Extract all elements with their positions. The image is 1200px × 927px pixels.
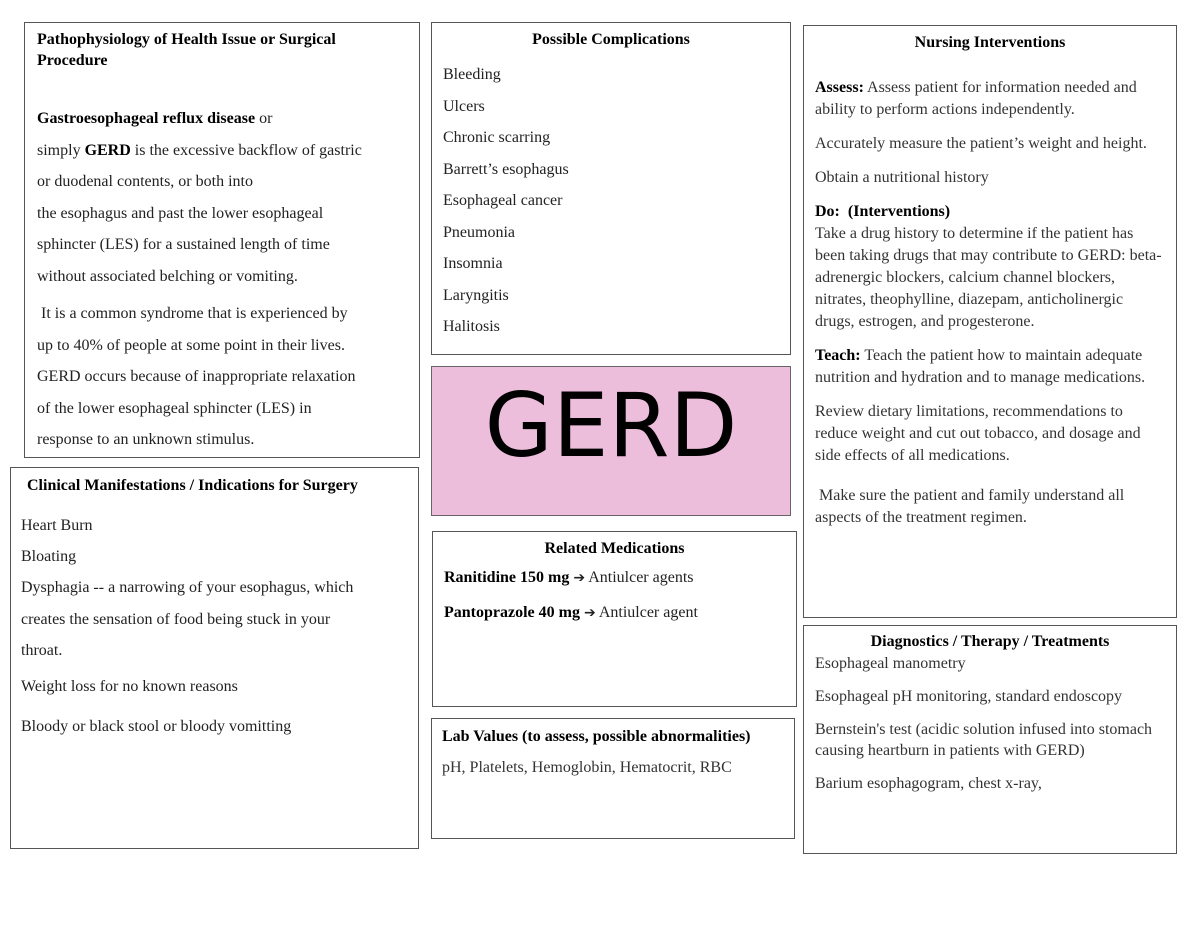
medication-name: Pantoprazole 40 mg [444, 604, 580, 621]
definition-line-5: sphincter (LES) for a sustained length of time [37, 236, 330, 253]
manifestation-weight-loss: Weight loss for no known reasons [21, 677, 238, 695]
diagnostic-item: Esophageal pH monitoring, standard endoscopy [815, 688, 1123, 705]
gerd-banner-text: GERD [484, 374, 738, 477]
manifestation-dysphagia-3: throat. [21, 642, 63, 659]
syndrome-line-1: It is a common syndrome that is experienced by [37, 305, 348, 322]
manifestation-heartburn: Heart Burn [21, 517, 93, 534]
medication-class: Antiulcer agents [585, 569, 694, 586]
manifestation-dysphagia-2: creates the sensation of food being stuck in your [21, 610, 331, 628]
nursing-interventions-title: Nursing Interventions [914, 34, 1066, 51]
teach-text: Teach the patient how to maintain adequate nutrition and hydration and to manage medications. [815, 347, 1146, 386]
clinical-manifestations-title: Clinical Manifestations / Indications for Surgery [27, 477, 358, 494]
pathophysiology-title: Pathophysiology of Health Issue or Surgical Procedure [37, 31, 336, 69]
diagnostic-item: Barium esophagogram, chest x-ray, [815, 775, 1042, 792]
teach-label: Teach: [815, 347, 861, 364]
or-text: or [255, 110, 273, 127]
arrow-right-icon: ➔ [573, 570, 586, 586]
diagnostics-title: Diagnostics / Therapy / Treatments [870, 633, 1110, 650]
do-paragraph: Take a drug history to determine if the patient has been taking drugs that may contribute to GERD: beta-adrenergic blockers, calcium channel blockers, nitrates, theophylline, diazepam, anticholinergic drugs, estrogen, and progesterone. [815, 225, 1162, 330]
lab-values-title: Lab Values (to assess, possible abnormalities) [442, 728, 751, 745]
nursing-interventions-box [803, 25, 1177, 618]
diagnostic-item: Esophageal manometry [815, 655, 966, 672]
medication-item [444, 601, 785, 625]
syndrome-line-2: up to 40% of people at some point in their lives. [37, 336, 345, 354]
syndrome-line-5: response to an unknown stimulus. [37, 431, 255, 448]
gerd-banner [431, 366, 791, 516]
assess-text: Assess patient for information needed and ability to perform actions independently. [815, 79, 1137, 118]
pathophysiology-box [24, 22, 420, 458]
medications-title: Related Medications [544, 540, 685, 557]
definition-line-6: without associated belching or vomiting. [37, 267, 298, 285]
assess-label: Assess: [815, 79, 864, 96]
complication-item: Pneumonia [443, 223, 515, 241]
definition-line-4: the esophagus and past the lower esophageal [37, 204, 324, 222]
complication-item: Chronic scarring [443, 129, 551, 146]
syndrome-line-3: GERD occurs because of inappropriate relaxation [37, 368, 356, 385]
lab-values-list: pH, Platelets, Hemoglobin, Hematocrit, RBC [442, 759, 732, 776]
simply-text: simply [37, 141, 85, 159]
pathophysiology-paragraph-1 [37, 103, 407, 292]
pathophysiology-paragraph-2 [37, 298, 407, 456]
manifestation-bloating: Bloating [21, 548, 77, 565]
diagnostic-item: Bernstein's test (acidic solution infused into stomach causing heartburn in patients with GERD) [815, 721, 1153, 759]
do-label: Do: (Interventions) [815, 203, 951, 220]
medication-class: Antiulcer agent [595, 604, 698, 621]
teach-paragraph [815, 345, 1165, 389]
complication-item: Ulcers [443, 97, 485, 115]
definition-line-2 [37, 135, 407, 167]
complication-item: Bleeding [443, 66, 501, 83]
complications-box [431, 22, 791, 355]
clinical-manifestations-box [10, 467, 419, 849]
manifestation-dysphagia-1: Dysphagia -- a narrowing of your esophagus, which [21, 579, 354, 596]
lab-values-box [431, 718, 795, 839]
complication-item: Esophageal cancer [443, 192, 563, 209]
diagnostics-box [803, 625, 1177, 854]
complication-item: Halitosis [443, 318, 500, 335]
complications-title: Possible Complications [532, 31, 690, 48]
do-heading [815, 201, 1165, 223]
definition-line-1 [37, 103, 407, 135]
complication-item: Barrett’s esophagus [443, 160, 569, 178]
definition-line-3: or duodenal contents, or both into [37, 173, 253, 190]
syndrome-line-4: of the lower esophageal sphincter (LES) in [37, 399, 312, 417]
medication-name: Ranitidine 150 mg [444, 569, 570, 586]
nutrition-paragraph: Obtain a nutritional history [815, 169, 989, 186]
review-paragraph: Review dietary limitations, recommendations to reduce weight and cut out tobacco, and dosage and side effects of all medications. [815, 403, 1141, 464]
assess-paragraph [815, 77, 1165, 121]
make-sure-paragraph: Make sure the patient and family understand all aspects of the treatment regimen. [815, 487, 1129, 526]
arrow-right-icon: ➔ [583, 605, 596, 621]
gerd-full-term: Gastroesophageal reflux disease [37, 110, 256, 127]
manifestation-bloody-stool: Bloody or black stool or bloody vomitting [21, 717, 292, 735]
medication-item [444, 566, 785, 590]
definition-rest: is the excessive backflow of gastric [130, 141, 362, 159]
gerd-abbr: GERD [84, 141, 131, 159]
medications-box [432, 531, 797, 707]
complication-item: Insomnia [443, 255, 503, 272]
measure-paragraph: Accurately measure the patient’s weight and height. [815, 135, 1147, 152]
complication-item: Laryngitis [443, 286, 509, 304]
